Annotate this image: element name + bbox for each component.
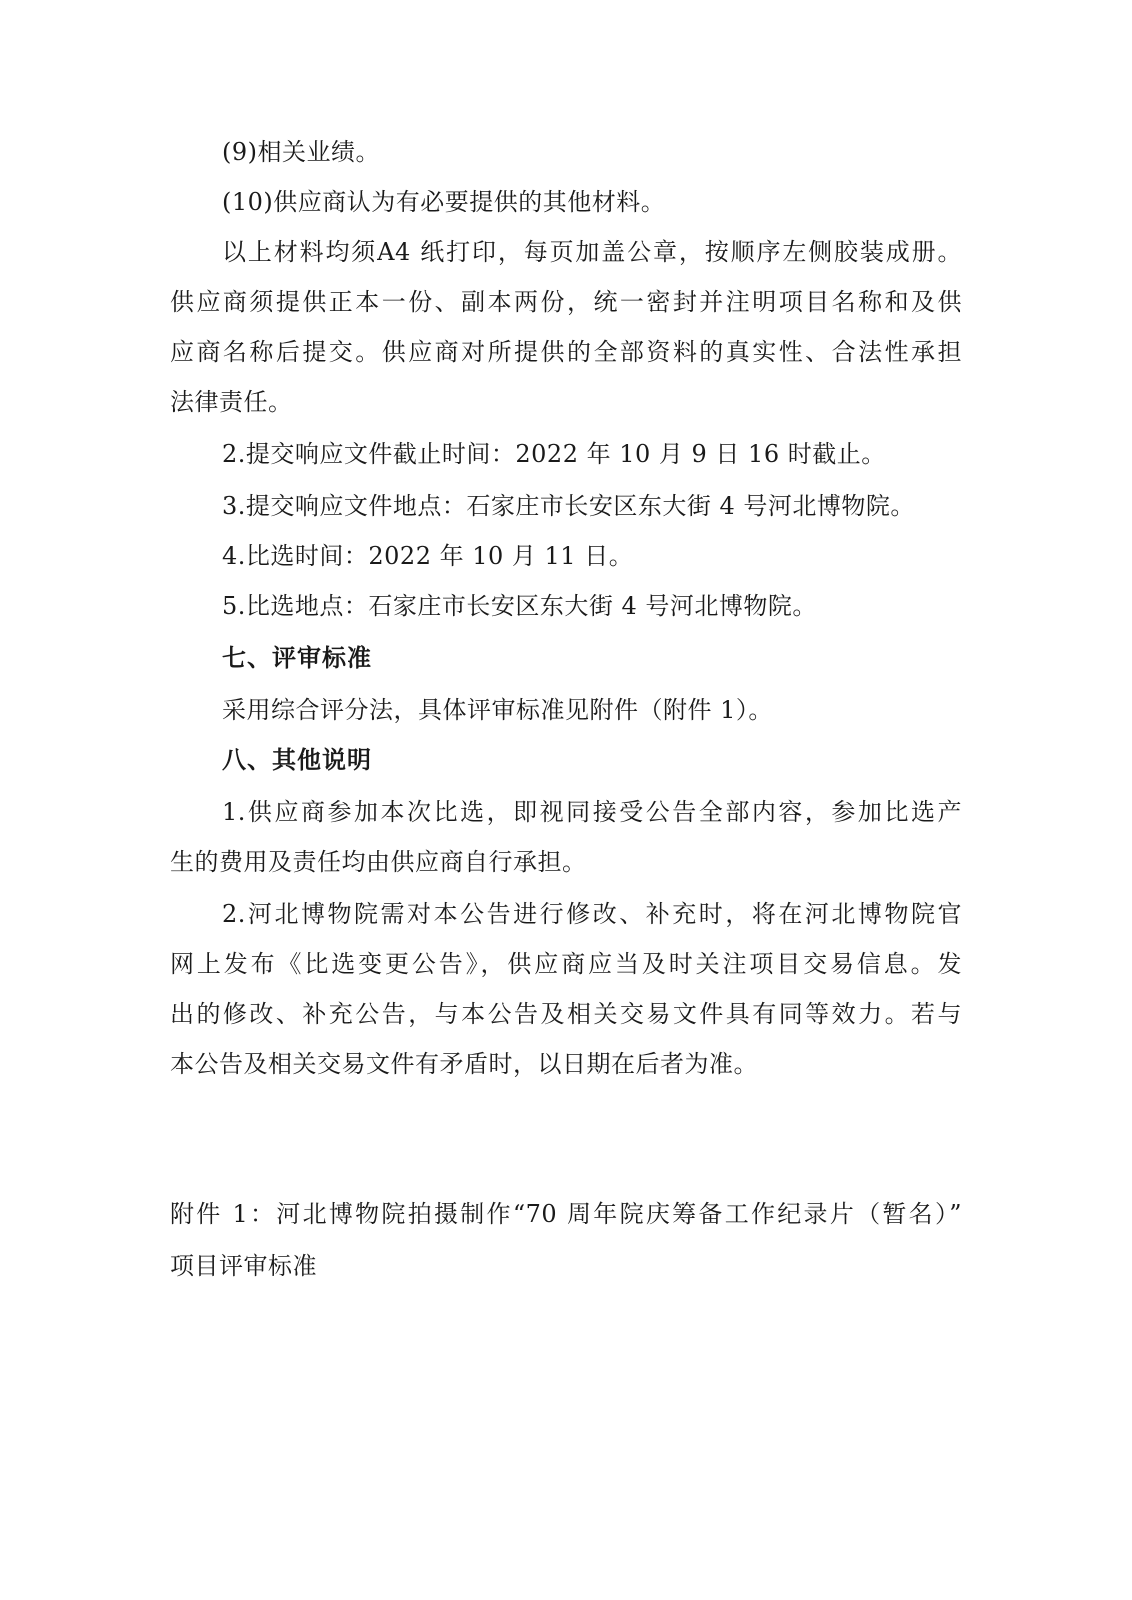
paragraph-line: 网上发布《比选变更公告》，供应商应当及时关注项目交易信息。发 [170, 950, 962, 978]
selection-location-line: 5.比选地点：石家庄市长安区东大街 4 号河北博物院。 [222, 592, 817, 620]
paragraph-line: 生的费用及责任均由供应商自行承担。 [170, 848, 587, 876]
item-10: (10)供应商认为有必要提供的其他材料。 [222, 188, 666, 216]
section-heading-7: 七、评审标准 [222, 644, 372, 672]
paragraph-line: 供应商须提供正本一份、副本两份，统一密封并注明项目名称和及供 [170, 288, 962, 316]
attachment-title: 附件 1：河北博物院拍摄制作“70 周年院庆筹备工作纪录片（暂名）” [170, 1200, 962, 1228]
paragraph-line: 以上材料均须A4 纸打印，每页加盖公章，按顺序左侧胶装成册。 [222, 238, 962, 266]
paragraph-line: 2.河北博物院需对本公告进行修改、补充时，将在河北博物院官 [222, 900, 962, 928]
item-9: (9)相关业绩。 [222, 138, 380, 166]
paragraph-line: 法律责任。 [170, 388, 293, 416]
paragraph-line: 应商名称后提交。供应商对所提供的全部资料的真实性、合法性承担 [170, 338, 962, 366]
section-heading-8: 八、其他说明 [222, 746, 372, 774]
paragraph-line: 本公告及相关交易文件有矛盾时，以日期在后者为准。 [170, 1050, 758, 1078]
paragraph-line: 采用综合评分法，具体评审标准见附件（附件 1）。 [222, 696, 773, 724]
paragraph-line: 出的修改、补充公告，与本公告及相关交易文件具有同等效力。若与 [170, 1000, 962, 1028]
selection-time-line: 4.比选时间：2022 年 10 月 11 日。 [222, 542, 634, 570]
deadline-line: 2.提交响应文件截止时间：2022 年 10 月 9 日 16 时截止。 [222, 440, 886, 468]
attachment-title-continued: 项目评审标准 [170, 1252, 317, 1280]
paragraph-line: 1.供应商参加本次比选，即视同接受公告全部内容，参加比选产 [222, 798, 962, 826]
submission-location-line: 3.提交响应文件地点：石家庄市长安区东大街 4 号河北博物院。 [222, 492, 915, 520]
